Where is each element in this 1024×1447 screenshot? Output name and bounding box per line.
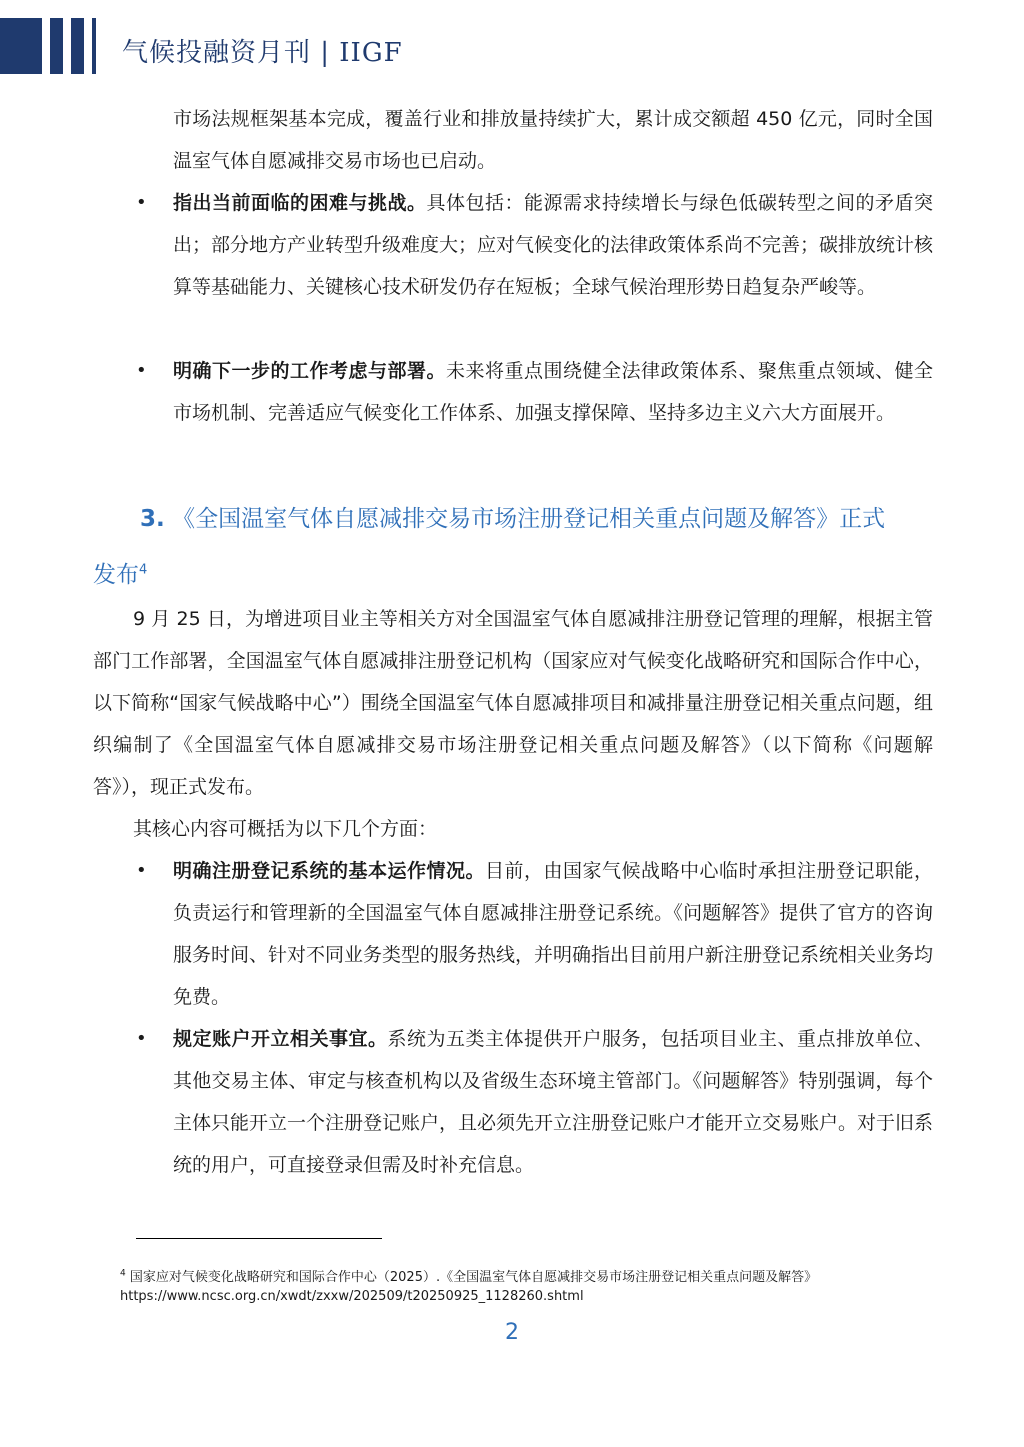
header-bar-3	[71, 18, 84, 74]
header-bar-2	[50, 18, 63, 74]
header-bar-1	[0, 18, 42, 74]
footnote-marker: 4	[120, 1268, 126, 1279]
summary-intro-text: 其核心内容可概括为以下几个方面：	[133, 818, 438, 840]
bullet-item	[173, 350, 933, 434]
bullet-marker: •	[136, 860, 147, 881]
bullet-text: 系统为五类主体提供开户服务，包括项目业主、重点排放单位、其他交易主体、审定与核查机构以及省级生态环境主管部门。《问题解答》特别强调，每个主体只能开立一个注册登记账户，且必须先开立注册登记账户才能开立交易账户。对于旧系统的用户，可直接登录但需及时补充信息。	[173, 1028, 934, 1176]
body-paragraph	[93, 598, 933, 808]
header-title: 气候投融资月刊 | IIGF	[122, 38, 403, 68]
section-title-line2: 发布	[93, 562, 139, 588]
bullet-marker: •	[136, 192, 147, 213]
bullet-text: 具体包括：能源需求持续增长与绿色低碳转型之间的矛盾突出；部分地方产业转型升级难度大；应对气候变化的法律政策体系尚不完善；碳排放统计核算等基础能力、关键核心技术研发仍存在短板；全球气候治理形势日趋复杂严峻等。	[173, 192, 934, 298]
intro-text: 市场法规框架基本完成，覆盖行业和排放量持续扩大，累计成交额超 450 亿元，同时全国温室气体自愿减排交易市场也已启动。	[173, 108, 933, 172]
section-heading	[140, 500, 885, 533]
bullet-bold: 规定账户开立相关事宜。	[173, 1028, 388, 1050]
footnote-citation: 国家应对气候变化战略研究和国际合作中心（2025）.《全国温室气体自愿减排交易市场注册登记相关重点问题及解答》	[129, 1270, 818, 1285]
bullet-bold: 指出当前面临的困难与挑战。	[173, 192, 427, 214]
footnote-text	[120, 1266, 817, 1285]
footnote-reference: 4	[139, 562, 148, 578]
intro-paragraph	[173, 98, 933, 182]
page-number: 2	[505, 1320, 519, 1345]
summary-intro	[133, 808, 933, 850]
footnote-url-text[interactable]: https://www.ncsc.org.cn/xwdt/zxxw/202509/t20250925_1128260.shtml	[120, 1289, 584, 1304]
bullet-bold: 明确下一步的工作考虑与部署。	[173, 360, 446, 382]
section-number: 3.	[140, 506, 165, 532]
section-heading-continued	[93, 556, 147, 589]
bullet-marker: •	[136, 360, 147, 381]
bullet-item	[173, 182, 933, 308]
footnote-url[interactable]	[120, 1289, 584, 1304]
footnote-divider	[136, 1238, 382, 1239]
header-bar-4	[92, 18, 96, 74]
bullet-text: 目前，由国家气候战略中心临时承担注册登记职能，负责运行和管理新的全国温室气体自愿减排注册登记系统。《问题解答》提供了官方的咨询服务时间、针对不同业务类型的服务热线，并明确指出目前用户新注册登记系统相关业务均免费。	[173, 860, 934, 1008]
bullet-marker: •	[136, 1028, 147, 1049]
body-paragraph-text: 9 月 25 日，为增进项目业主等相关方对全国温室气体自愿减排注册登记管理的理解，根据主管部门工作部署，全国温室气体自愿减排注册登记机构（国家应对气候变化战略研究和国际合作中心，以下简称“国家气候战略中心”）围绕全国温室气体自愿减排项目和减排量注册登记相关重点问题，组织编制了《全国温室气体自愿减排交易市场注册登记相关重点问题及解答》（以下简称《问题解答》），现正式发布。	[93, 608, 933, 798]
bullet-bold: 明确注册登记系统的基本运作情况。	[173, 860, 485, 882]
bullet-item	[173, 1018, 933, 1186]
section-title-line1: 《全国温室气体自愿减排交易市场注册登记相关重点问题及解答》正式	[172, 506, 886, 532]
bullet-text: 未来将重点围绕健全法律政策体系、聚焦重点领域、健全市场机制、完善适应气候变化工作体系、加强支撑保障、坚持多边主义六大方面展开。	[173, 360, 933, 424]
bullet-item	[173, 850, 933, 1018]
